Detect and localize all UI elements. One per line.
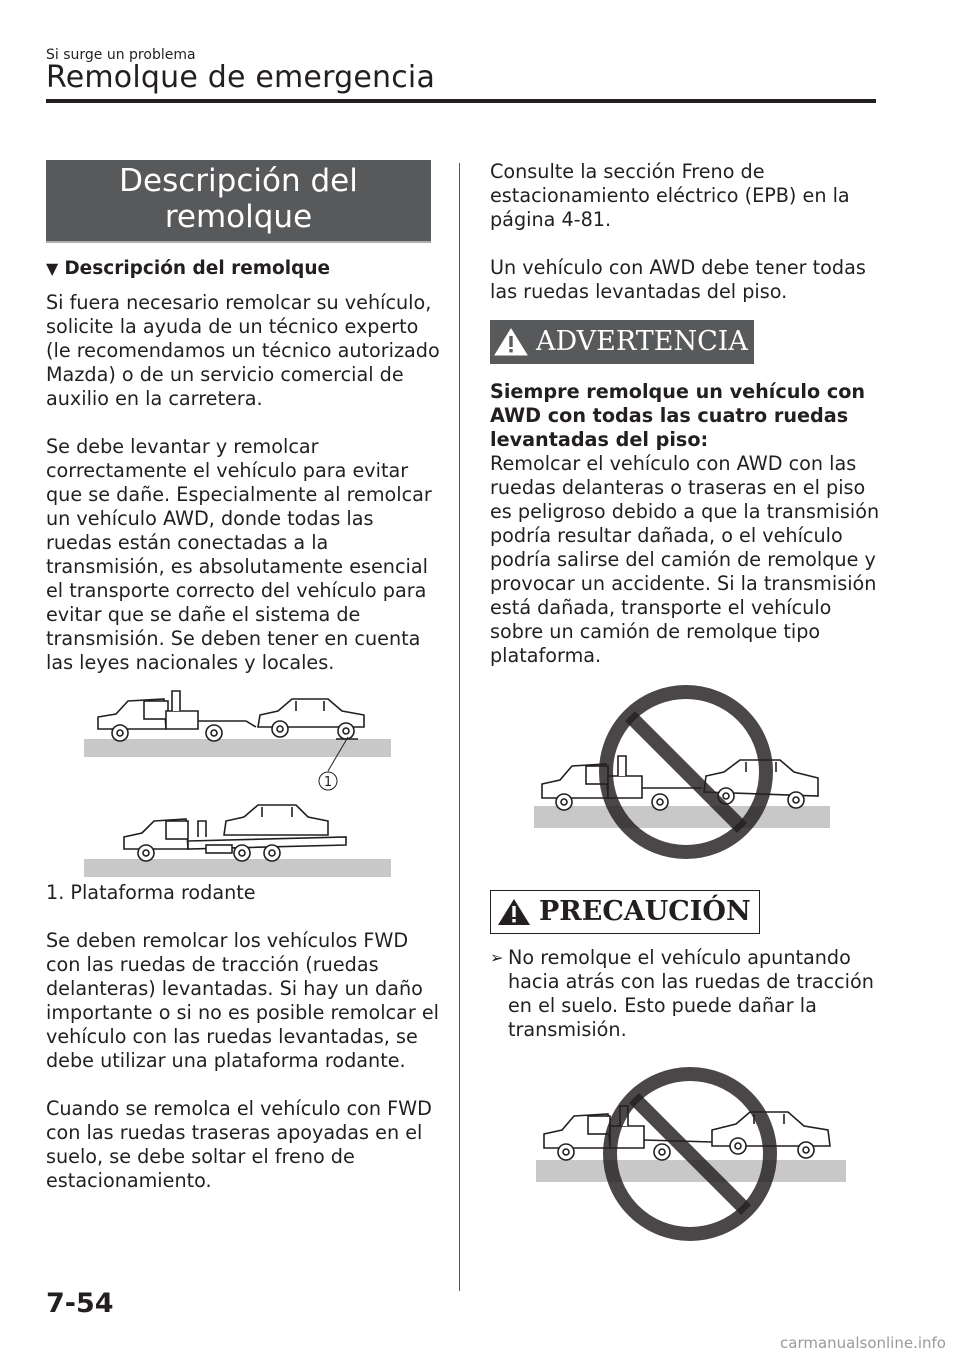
subheading bbox=[46, 257, 441, 281]
warning-triangle-icon bbox=[494, 327, 528, 357]
warning-label: ADVERTENCIA bbox=[536, 326, 748, 357]
prohibited-towing-illustration-2 bbox=[490, 1048, 850, 1248]
tow-truck bbox=[98, 691, 256, 741]
towing-illustration bbox=[46, 681, 441, 881]
paragraph-lift-tow: Se debe levantar y remolcar correctamente el vehículo para evitar que se dañe. Especialmente al remolcar un vehículo AWD, donde todas las ruedas están conectadas a la transmisión, es absolutamente esencial el transporte correcto del vehículo para evitar que se dañe el sistema de transmisión. Se deben tener en cuenta las leyes nacionales y locales. bbox=[46, 435, 432, 674]
left-column bbox=[46, 160, 441, 1193]
caution-bullet-text: No remolque el vehículo apuntando hacia atrás con las ruedas de tracción en el suelo. Esto puede dañar la transmisión. bbox=[508, 946, 874, 1041]
prohibition-sign bbox=[610, 1074, 770, 1234]
ground-strip-lower bbox=[84, 859, 391, 877]
section-title-box bbox=[46, 160, 431, 243]
prohibited-towing-illustration-1 bbox=[490, 676, 850, 876]
paragraph-fwd: Se deben remolcar los vehículos FWD con las ruedas de tracción (ruedas delanteras) levantadas. Si hay un daño importante o si no es posible remolcar el vehículo con las ruedas levantadas, se debe utilizar una plataforma rodante. bbox=[46, 929, 439, 1072]
paragraph-parking-brake: Cuando se remolca el vehículo con FWD con las ruedas traseras apoyadas en el suelo, se debe soltar el freno de estacionamiento. bbox=[46, 1097, 432, 1192]
paragraph-awd: Un vehículo con AWD debe tener todas las ruedas levantadas del piso. bbox=[490, 256, 866, 303]
right-column bbox=[490, 160, 890, 1248]
warning-badge bbox=[490, 320, 754, 364]
towed-car bbox=[258, 699, 364, 739]
page-title: Remolque de emergencia bbox=[46, 60, 436, 95]
callout-number: 1 bbox=[323, 775, 333, 790]
subheading-text: Descripción del remolque bbox=[64, 258, 331, 279]
section-title-line-1: Descripción del bbox=[119, 163, 358, 199]
caution-bullet bbox=[490, 946, 890, 1042]
warning-bold-text: Siempre remolque un vehículo con AWD con todas las cuatro ruedas levantadas del piso: bbox=[490, 380, 866, 451]
paragraph-intro: Si fuera necesario remolcar su vehículo, solicite la ayuda de un técnico experto (le recomendamos un técnico autorizado Mazda) o de un servicio comercial de auxilio en la carretera. bbox=[46, 291, 440, 410]
ground-strip bbox=[534, 806, 830, 828]
arrow-right-icon: ➢ bbox=[490, 948, 504, 967]
caution-badge bbox=[490, 890, 760, 934]
header-section-label: Si surge un problema bbox=[46, 47, 196, 63]
column-divider bbox=[459, 163, 460, 1291]
section-title-line-2: remolque bbox=[164, 199, 313, 235]
warning-body-text: Remolcar el vehículo con AWD con las ruedas delanteras o traseras en el piso es peligroso debido a que la transmisión podría resultar dañada, o el vehículo podría salirse del camión de remolque y provocar un accidente. Si la transmisión está dañada, transporte el vehículo sobre un camión de remolque tipo plataforma. bbox=[490, 452, 880, 667]
figure-caption: 1. Plataforma rodante bbox=[46, 881, 256, 904]
flatbed-truck bbox=[124, 805, 346, 861]
caution-label: PRECAUCIÓN bbox=[539, 896, 751, 927]
triangle-down-icon: ▼ bbox=[46, 259, 59, 278]
watermark: carmanualsonline.info bbox=[780, 1334, 946, 1352]
page-number: 7-54 bbox=[46, 1288, 114, 1319]
caution-triangle-icon bbox=[497, 897, 531, 927]
header-rule bbox=[46, 99, 876, 103]
paragraph-epb-ref: Consulte la sección Freno de estacionamiento eléctrico (EPB) en la página 4-81. bbox=[490, 160, 850, 231]
